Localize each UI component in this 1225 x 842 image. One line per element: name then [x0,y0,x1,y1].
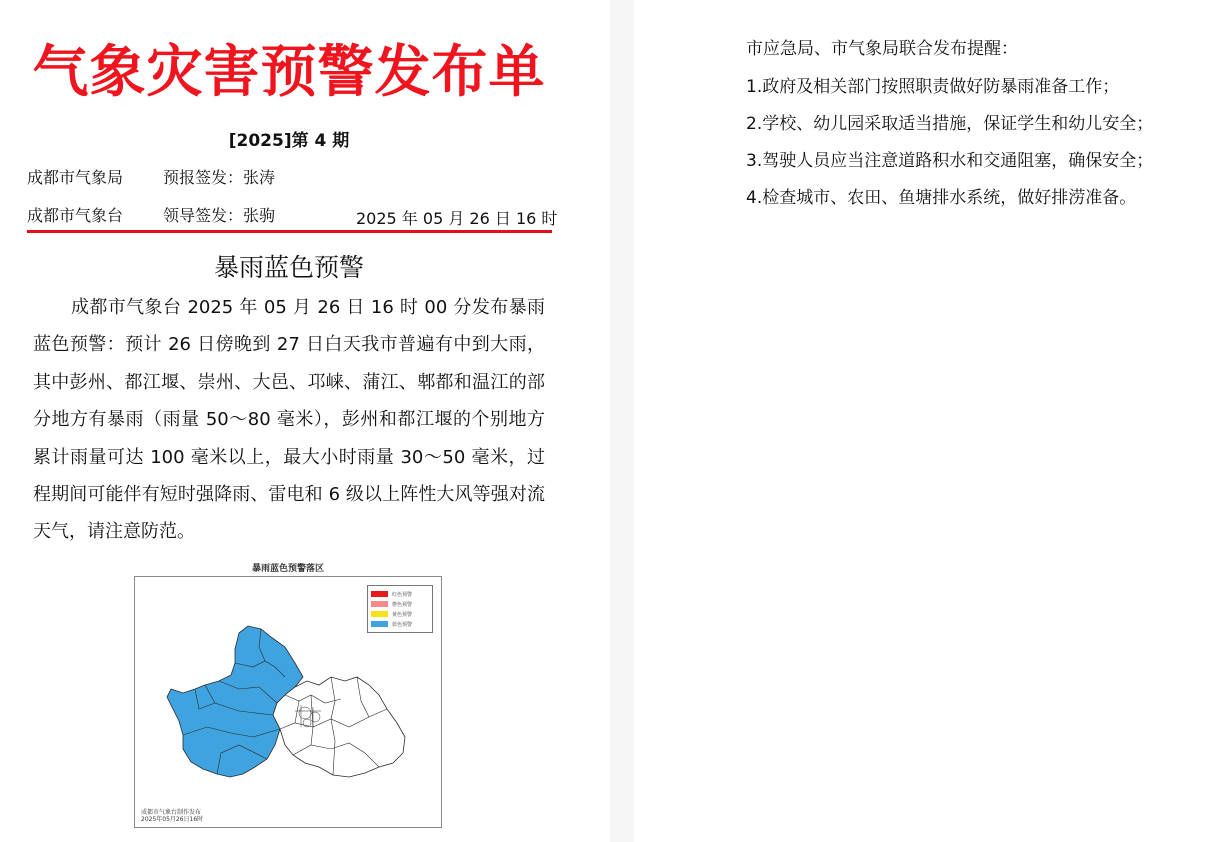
org-observatory: 成都市气象台 [27,206,124,225]
map-legend [367,585,433,633]
legend-row-red [371,589,429,599]
legend-swatch-blue [371,621,388,627]
leader-signoff: 领导签发：张驹 [163,206,276,225]
document-title: 气象灾害预警发布单 [32,40,546,105]
legend-swatch-yellow [371,611,388,617]
red-divider [27,230,552,233]
legend-row-blue [371,619,429,629]
warning-title: 暴雨蓝色预警 [213,253,364,282]
notice-item-1: 1.政府及相关部门按照职责做好防暴雨准备工作； [746,77,1120,97]
legend-row-orange [371,599,429,609]
legend-swatch-red [371,591,388,597]
legend-row-yellow [371,609,429,619]
legend-label-red: 红色预警 [392,591,413,598]
map-credit-line2: 2025年05月26日16时 [141,816,204,823]
left-page [0,0,610,842]
notice-heading: 市应急局、市气象局联合发布提醒： [746,39,1018,59]
legend-label-orange: 橙色预警 [392,601,413,608]
legend-label-blue: 蓝色预警 [392,621,413,628]
map-credit [141,809,203,823]
page-gutter [610,0,634,842]
no-warning-region [273,677,405,777]
forecast-signoff: 预报签发：张涛 [163,168,276,187]
warning-map [134,576,442,828]
issue-datetime: 2025 年 05 月 26 日 16 时 [356,209,558,228]
issue-number: [2025]第 4 期 [228,131,350,151]
legend-swatch-orange [371,601,388,607]
notice-item-4: 4.检查城市、农田、鱼塘排水系统，做好排涝准备。 [746,188,1137,208]
legend-label-yellow: 黄色预警 [392,611,413,618]
map-credit-line1: 成都市气象台制作发布 [141,809,202,816]
right-page [634,0,1225,842]
org-bureau: 成都市气象局 [27,168,124,187]
notice-item-3: 3.驾驶人员应当注意道路积水和交通阻塞，确保安全； [746,151,1154,171]
map-caption: 暴雨蓝色预警落区 [251,564,324,574]
notice-item-2: 2.学校、幼儿园采取适当措施，保证学生和幼儿安全； [746,114,1154,134]
warning-body: 成都市气象台 2025 年 05 月 26 日 16 时 00 分发布暴雨蓝色预警：预计 26 日傍晚到 27 日白天我市普遍有中到大雨，其中彭州、都江堰、崇州、大邑、邛崃、蒲江、郫都和温江的部分地方有暴雨（雨量 50～80 毫米），彭州和都江堰的个别地方累计雨量可达 100 毫米以上，最大小时雨量 30～50 毫米，过程期间可能伴有短时强降雨、雷电和 6 级以上阵性大风等强对流天气，请注意防范。 [33,297,545,543]
